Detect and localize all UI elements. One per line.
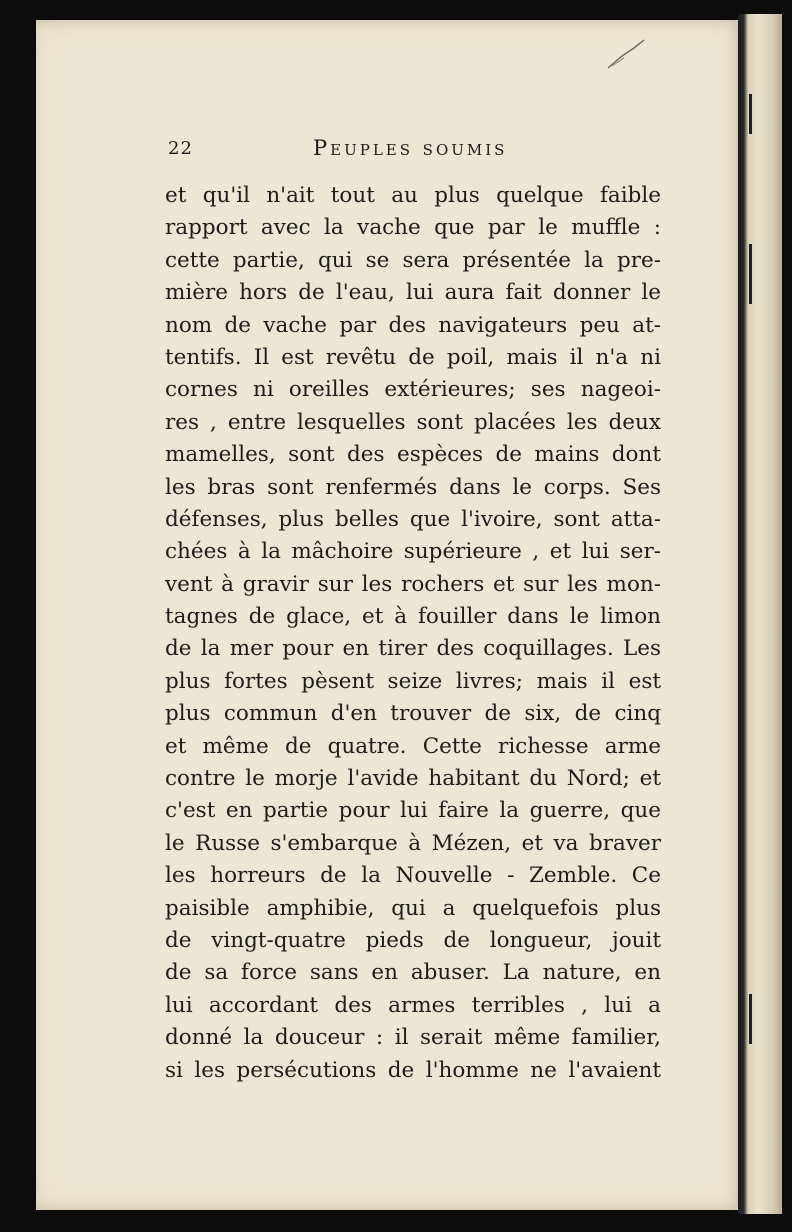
text-line: de vingt-quatre pieds de longueur, jouit xyxy=(165,927,661,953)
text-line: le Russe s'embarque à Mézen, et va braver xyxy=(165,830,661,856)
page-header xyxy=(168,136,668,164)
text-line: de sa force sans en abuser. La nature, en xyxy=(165,960,661,986)
text-line: cette partie, qui se sera présentée la pre- xyxy=(165,247,661,273)
adjacent-page-edge xyxy=(738,14,782,1214)
page-number: 22 xyxy=(168,138,193,159)
text-line: plus fortes pèsent seize livres; mais il est xyxy=(165,668,661,694)
text-line: de la mer pour en tirer des coquillages. Les xyxy=(165,636,661,662)
text-line: mamelles, sont des espèces de mains dont xyxy=(165,442,661,468)
text-line: chées à la mâchoire supérieure , et lui ser- xyxy=(165,539,661,565)
text-line: nom de vache par des navigateurs peu at- xyxy=(165,312,661,338)
text-line: lui accordant des armes terribles , lui a xyxy=(165,992,661,1018)
text-line: tentifs. Il est revêtu de poil, mais il n'a ni xyxy=(165,344,661,370)
text-line: vent à gravir sur les rochers et sur les mon- xyxy=(165,571,661,597)
text-line: les bras sont renfermés dans le corps. Ses xyxy=(165,474,661,500)
text-line: et qu'il n'ait tout au plus quelque faible xyxy=(165,183,661,208)
text-line: mière hors de l'eau, lui aura fait donner le xyxy=(165,280,661,306)
text-line: res , entre lesquelles sont placées les deux xyxy=(165,409,661,435)
text-line: cornes ni oreilles extérieures; ses nageoi- xyxy=(165,377,661,403)
text-line: tagnes de glace, et à fouiller dans le limon xyxy=(165,604,661,630)
text-line: défenses, plus belles que l'ivoire, sont atta- xyxy=(165,506,661,532)
text-line: et même de quatre. Cette richesse arme xyxy=(165,733,661,759)
text-line: donné la douceur : il serait même familier, xyxy=(165,1025,661,1051)
text-line: rapport avec la vache que par le muffle : xyxy=(165,215,661,241)
text-line: les horreurs de la Nouvelle - Zemble. Ce xyxy=(165,863,661,889)
running-title: Peuples soumis xyxy=(313,136,508,160)
text-line: si les persécutions de l'homme ne l'avaient xyxy=(165,1057,661,1083)
text-line: plus commun d'en trouver de six, de cinq xyxy=(165,701,661,727)
text-line: paisible amphibie, qui a quelquefois plus xyxy=(165,895,661,921)
text-line: contre le morje l'avide habitant du Nord; et xyxy=(165,766,661,792)
pencil-mark-icon xyxy=(604,36,648,72)
body-text xyxy=(165,180,661,1087)
text-line: c'est en partie pour lui faire la guerre, que xyxy=(165,798,661,824)
